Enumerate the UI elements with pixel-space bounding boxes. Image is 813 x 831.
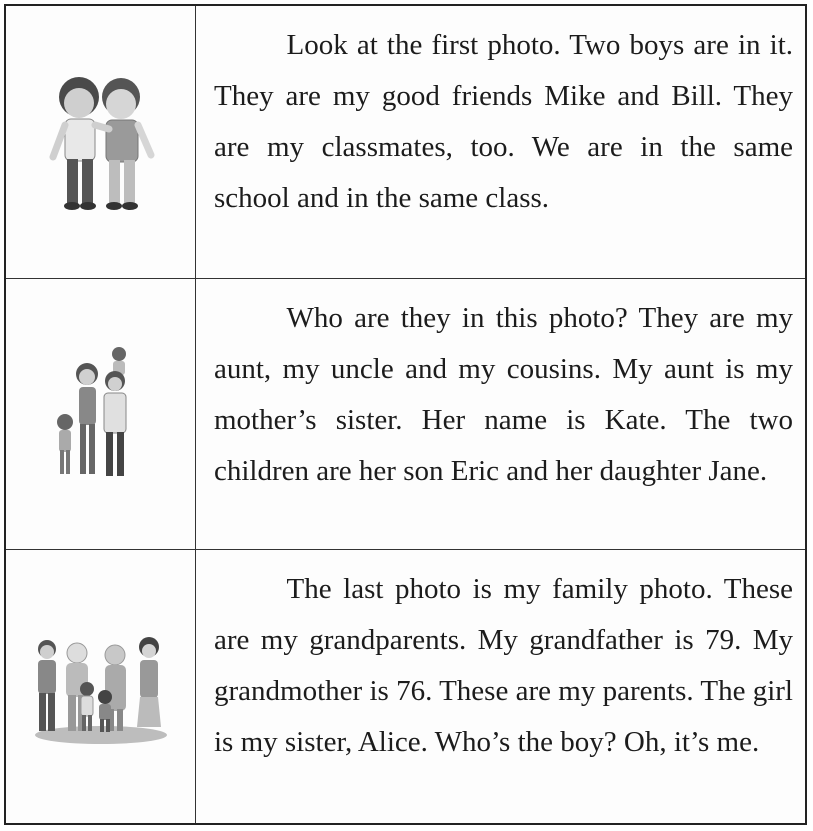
text-cell <box>196 279 805 549</box>
two-boys-illustration <box>41 67 161 217</box>
aunt-uncle-cousins-illustration <box>51 344 151 484</box>
family-photo-illustration <box>31 627 171 747</box>
paragraph-second-photo: Who are they in this photo? They are my aunt, my uncle and my cousins. My aunt is my mother’s sister. Her name is Kate. The two children are her son Eric and her daughter Jane. <box>214 302 793 487</box>
text-table <box>4 4 807 825</box>
paragraph-first-photo: Look at the first photo. Two boys are in it. They are my good friends Mike and Bill. They are my classmates, too. We are in the same school and in the same class. <box>214 29 793 214</box>
table-row-second-photo <box>6 279 805 550</box>
picture-cell <box>6 279 196 549</box>
picture-cell <box>6 6 196 278</box>
text-cell <box>196 6 805 278</box>
picture-cell <box>6 550 196 823</box>
paragraph-family-photo: The last photo is my family photo. These are my grandparents. My grandfather is 79. My grandmother is 76. These are my parents. The girl is my sister, Alice. Who’s the boy? Oh, it’s me. <box>214 573 793 758</box>
table-row-family-photo <box>6 550 805 823</box>
text-cell <box>196 550 805 823</box>
table-row-first-photo <box>6 6 805 279</box>
